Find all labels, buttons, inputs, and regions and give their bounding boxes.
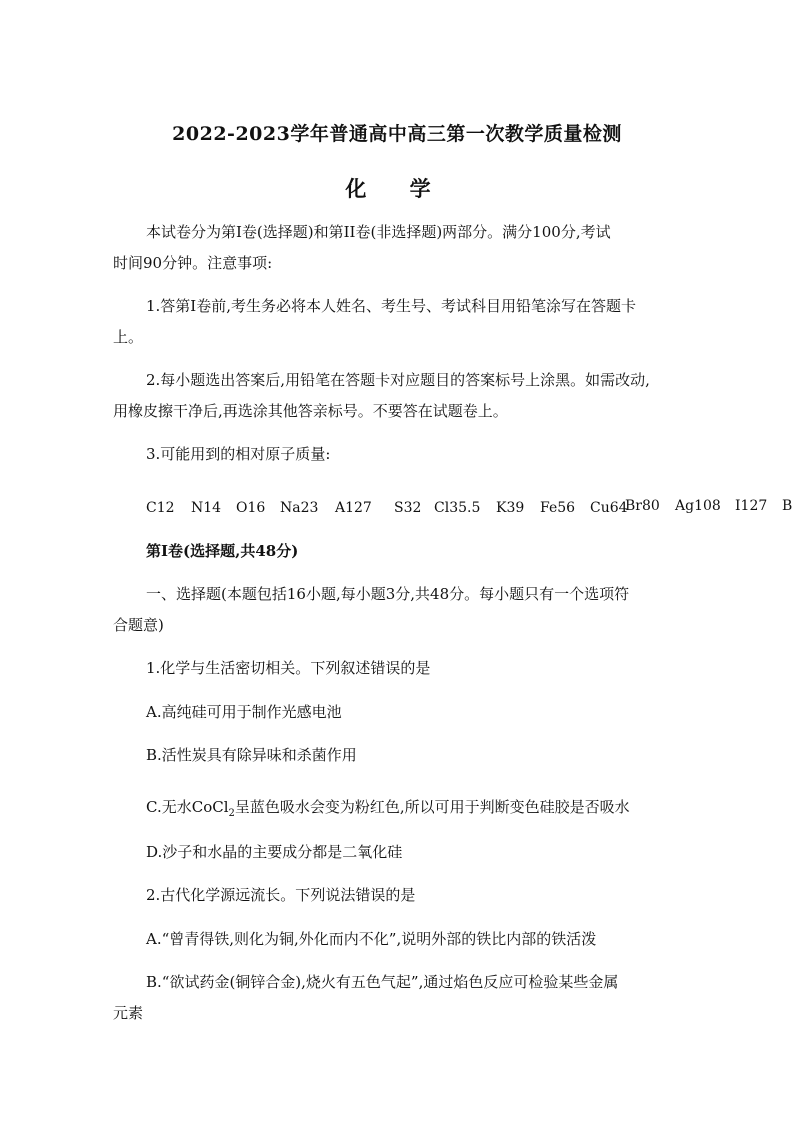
intro-line-1: 本试卷分为第Ⅰ卷(选择题)和第II卷(非选择题)两部分。满分100分,考试 — [146, 223, 611, 241]
atomic-mass-item: Br80 — [625, 498, 660, 514]
atomic-mass-item: Cu64 — [590, 500, 628, 516]
atomic-mass-item: S32 — [394, 500, 422, 516]
question-2-option-a: A.“曾青得铁,则化为铜,外化而内不化”,说明外部的铁比内部的铁活泼 — [146, 930, 597, 948]
atomic-mass-item: Ag108 — [675, 498, 721, 514]
note-2-line-2: 用橡皮擦干净后,再选涂其他答亲标号。不要答在试题卷上。 — [113, 402, 508, 420]
subject-title: 化 学 — [345, 176, 449, 201]
question-2-stem: 2.古代化学源远流长。下列说法错误的是 — [146, 886, 416, 904]
question-1-stem: 1.化学与生活密切相关。下列叙述错误的是 — [146, 659, 431, 677]
formula-subscript: 2 — [228, 808, 235, 819]
atomic-mass-item: Cl35.5 — [434, 500, 481, 516]
question-2-option-b-line-1: B.“欲试药金(铜锌合金),烧火有五色气起”,通过焰色反应可检验某些金属 — [146, 973, 619, 991]
atomic-mass-item: O16 — [236, 500, 266, 516]
question-1-option-c — [146, 797, 630, 824]
atomic-mass-item: B — [782, 498, 793, 514]
part-1-instructions-line-2: 合题意) — [113, 616, 164, 634]
option-c-text: 呈蓝色吸水会变为粉红色,所以可用于判断变色硅胶是否吸水 — [234, 798, 630, 816]
note-2-line-1: 2.每小题选出答案后,用铅笔在答题卡对应题目的答案标号上涂黑。如需改动, — [146, 371, 650, 389]
part-1-instructions-line-1: 一、选择题(本题包括16小题,每小题3分,共48分。每小题只有一个选项符 — [146, 585, 630, 603]
question-2-option-b-line-2: 元素 — [113, 1004, 144, 1022]
atomic-mass-item: A127 — [335, 500, 372, 516]
cobalt-chloride-formula: CoCl — [191, 798, 229, 816]
note-1-line-2: 上。 — [113, 328, 144, 346]
atomic-mass-item: N14 — [191, 500, 222, 516]
atomic-mass-item: Fe56 — [540, 500, 576, 516]
atomic-mass-item: I127 — [735, 498, 768, 514]
atomic-mass-item: C12 — [146, 500, 175, 516]
atomic-mass-item: Na23 — [280, 500, 319, 516]
note-3: 3.可能用到的相对原子质量: — [146, 445, 331, 463]
option-c-prefix: C.无水 — [146, 798, 192, 816]
atomic-mass-item: K39 — [496, 500, 525, 516]
question-1-option-d: D.沙子和水晶的主要成分都是二氧化硅 — [146, 843, 403, 861]
intro-line-2: 时间90分钟。注意事项: — [113, 254, 273, 272]
section-1-heading: 第Ⅰ卷(选择题,共48分) — [146, 542, 299, 560]
note-1-line-1: 1.答第Ⅰ卷前,考生务必将本人姓名、考生号、考试科目用铅笔涂写在答题卡 — [146, 297, 637, 315]
exam-title: 2022-2023学年普通高中高三第一次教学质量检测 — [172, 123, 622, 145]
question-1-option-b: B.活性炭具有除异味和杀菌作用 — [146, 746, 357, 764]
question-1-option-a: A.高纯硅可用于制作光感电池 — [146, 703, 342, 721]
